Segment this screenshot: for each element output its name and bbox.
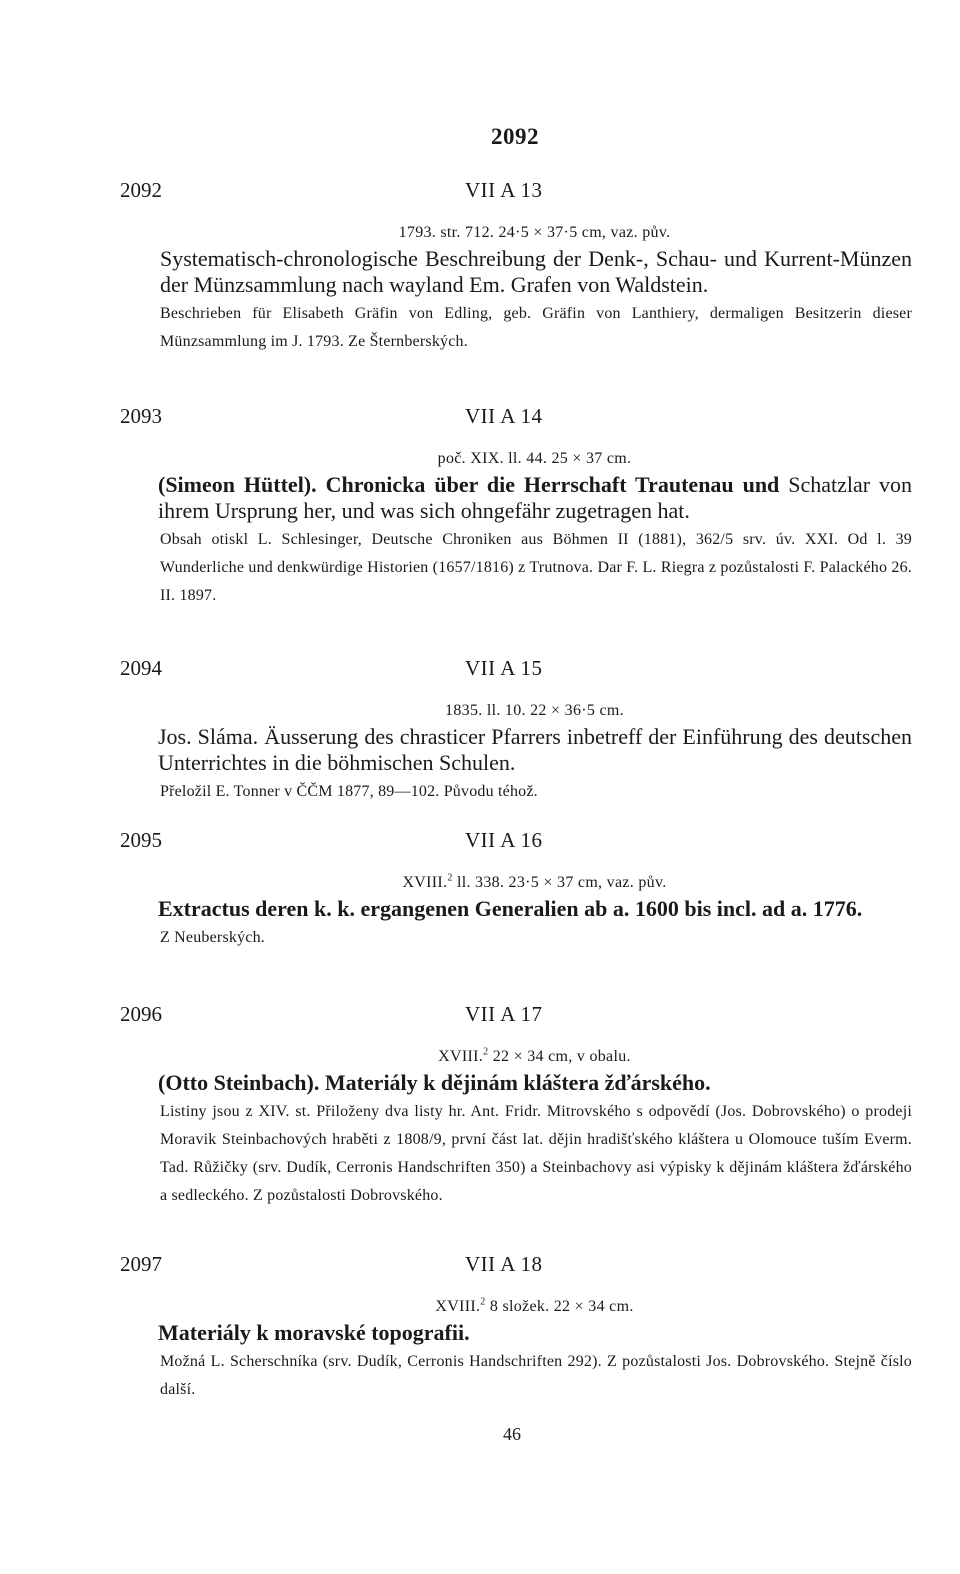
entry-number: 2094	[120, 656, 162, 680]
catalog-entry-2096	[120, 1002, 912, 1210]
entry-note: Beschrieben für Elisabeth Gräfin von Edling, geb. Gräfin von Lanthiery, dermaligen Besitzerin dieser Münzsammlung im J. 1793. Ze Šternberských.	[160, 305, 912, 350]
entry-title-bold: Chronicka über die Herrschaft Trautenau und	[325, 472, 780, 497]
entry-header	[120, 828, 912, 860]
page-number: 46	[503, 1424, 521, 1444]
entry-note: Obsah otiskl L. Schlesinger, Deutsche Chroniken aus Böhmen II (1881), 362/5 srv. úv. XXI. Od l. 39 Wunderliche und denkwürdige Historien (1657/1816) z Trutnova. Dar F. L. Riegra z pozůstalosti F. Palackého 26. II. 1897.	[160, 531, 912, 604]
physical-description: XVIII.$^2$ 8 složek. 22 × 34 cm.	[435, 1296, 634, 1315]
entry-signature: VII A 17	[465, 1002, 543, 1026]
physical-description: 1793. str. 712. 24·5 × 37·5 cm, vaz. pův.	[398, 224, 671, 241]
entry-number: 2093	[120, 404, 162, 428]
entry-header	[120, 656, 912, 688]
physical-description: XVIII.$^2$ ll. 338. 23·5 × 37 cm, vaz. pův.	[402, 872, 667, 891]
entry-header	[120, 1252, 912, 1284]
physical-description: XVIII.$^2$ 22 × 34 cm, v obalu.	[438, 1046, 631, 1065]
entry-title: Materiály k moravské topografii.	[158, 1320, 470, 1345]
entry-signature: VII A 18	[465, 1252, 543, 1276]
entry-number: 2095	[120, 828, 162, 852]
entry-signature: VII A 14	[465, 404, 543, 428]
entry-note: Z Neuberských.	[160, 929, 265, 946]
entry-signature: VII A 13	[465, 178, 543, 202]
entry-title: Systematisch-chronologische Beschreibung der Denk-, Schau- und Kurrent-Münzen der Münzsammlung nach wayland Em. Grafen von Waldstein.	[160, 246, 912, 297]
entry-signature: VII A 16	[465, 828, 543, 852]
running-head: 2092	[491, 124, 539, 149]
catalog-entry-2097	[120, 1252, 912, 1404]
entry-signature: VII A 15	[465, 656, 543, 680]
physical-description: 1835. ll. 10. 22 × 36·5 cm.	[445, 702, 624, 719]
entry-title-rest: Schatzlar von ihrem Ursprung her, und was sich ohngefähr zugetragen hat.	[158, 472, 913, 523]
entry-header	[120, 1002, 912, 1034]
entry-note: Listiny jsou z XIV. st. Přiloženy dva listy hr. Ant. Fridr. Mitrovského s odpovědí (Jos. Dobrovského) o prodeji Moravik Steinbachových hraběti z 1808/9, první část lat. dějin hradišťského kláštera u Olomouce tuším Everm. Tad. Růžičky (srv. Dudík, Cerronis Handschriften 350) a Steinbachovy asi výpisky k dějinám kláštera žďárského a sedleckého. Z pozůstalosti Dobrovského.	[160, 1103, 912, 1204]
entry-note: Možná L. Scherschníka (srv. Dudík, Cerronis Handschriften 292). Z pozůstalosti Jos. Dobrovského. Stejně číslo další.	[160, 1353, 912, 1398]
entry-number: 2097	[120, 1252, 162, 1276]
entry-title: Jos. Sláma. Äusserung des chrasticer Pfarrers inbetreff der Einführung des deutschen Unterrichtes in die böhmischen Schulen.	[158, 724, 912, 775]
physical-description: poč. XIX. ll. 44. 25 × 37 cm.	[437, 450, 632, 467]
entry-title: Extractus deren k. k. ergangenen Generalien ab a. 1600 bis incl. ad a. 1776.	[158, 896, 863, 921]
entry-number: 2092	[120, 178, 162, 202]
entry-number: 2096	[120, 1002, 162, 1026]
entry-note: Přeložil E. Tonner v ČČM 1877, 89—102. Původu téhož.	[160, 783, 538, 800]
catalog-entry-2092	[120, 178, 912, 356]
entry-title: (Otto Steinbach). Materiály k dějinám kláštera žďárského.	[158, 1070, 711, 1095]
catalog-entry-2094	[120, 656, 912, 806]
entry-header	[120, 178, 912, 210]
catalog-entry-2095	[120, 828, 912, 952]
entry-title	[120, 472, 912, 524]
entry-header	[120, 404, 912, 436]
entry-author: (Simeon Hüttel).	[158, 472, 317, 497]
catalog-entry-2093	[120, 404, 912, 610]
